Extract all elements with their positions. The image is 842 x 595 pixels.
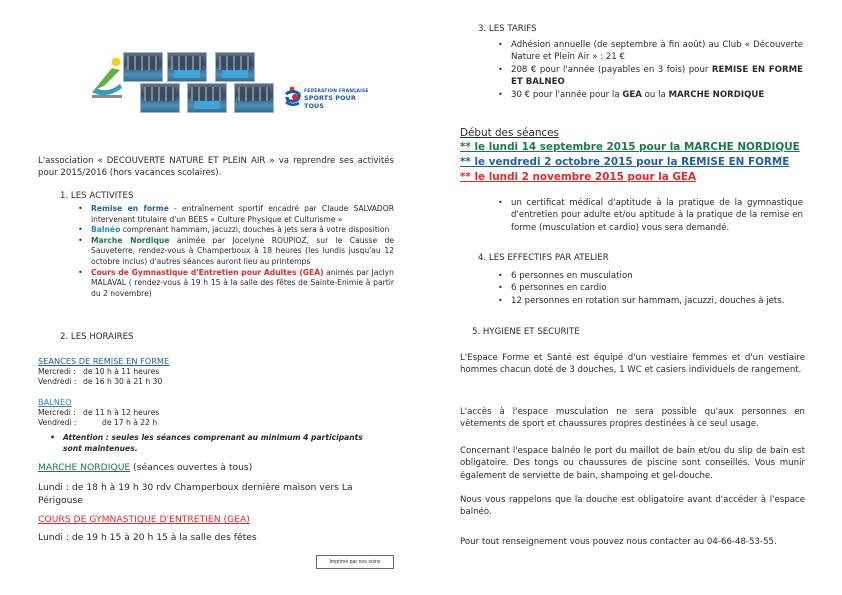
gym-photo bbox=[140, 83, 180, 113]
schedule-row bbox=[38, 367, 338, 378]
tarifs-list bbox=[511, 39, 803, 101]
activite-desc: - entraînement sportif encadré par Claude SALVADOR intervenant titulaire d'un BEES « Culture Physique et Culturisme » bbox=[91, 204, 395, 224]
activite-name: Cours de Gymnastique d'Entretien pour Adultes (GEA) bbox=[91, 267, 324, 277]
schedule-marche bbox=[38, 461, 398, 474]
activite-name: Remise en forme bbox=[91, 204, 169, 213]
schedule-heading: MARCHE NORDIQUE bbox=[38, 462, 131, 473]
debut-line-gea: ** le lundi 2 novembre 2015 pour la GEA bbox=[460, 171, 697, 183]
section-title-horaires: 2. LES HORAIRES bbox=[60, 332, 134, 342]
gea-schedule-text: Lundi : de 19 h 15 à 20 h 15 à la salle des fêtes bbox=[38, 532, 257, 543]
marche-schedule-text: Lundi : de 18 h à 19 h 30 rdv Champerboux dernière maison vers La Périgouse bbox=[38, 482, 353, 507]
schedule-heading: SEANCES DE REMISE EN FORME bbox=[38, 356, 170, 366]
attention-note: • Attention : seules les séances comprenant au minimum 4 participants sont maintenues. bbox=[63, 433, 383, 454]
activite-desc: animés par Jaclyn MALAVAL ( rendez-vous à 19 h 15 à la salle des fêtes de Sainte-Enimie à partir du 2 novembre) bbox=[91, 267, 394, 298]
tarif-text: ou la bbox=[641, 89, 669, 100]
schedule-time: de 16 h 30 à 21 h 30 bbox=[83, 377, 163, 387]
gym-photo bbox=[123, 52, 163, 82]
printed-stamp: Imprimé par nos soins bbox=[316, 555, 394, 569]
activite-item bbox=[91, 225, 394, 236]
tarif-highlight: MARCHE NORDIQUE bbox=[668, 89, 765, 100]
debut-title: Début des séances bbox=[460, 127, 559, 139]
schedule-row bbox=[38, 418, 338, 429]
schedule-time: de 10 h à 11 heures bbox=[83, 366, 160, 376]
certificat-list bbox=[511, 197, 803, 234]
effectif-item: • 6 personnes en cardio bbox=[511, 282, 811, 294]
activites-list bbox=[91, 204, 394, 299]
gym-photo bbox=[187, 83, 227, 113]
section-title-tarifs: 3. LES TARIFS bbox=[478, 24, 537, 34]
activite-item bbox=[91, 204, 394, 225]
federation-emblem-icon bbox=[284, 86, 302, 108]
section-title-hygiene: 5. HYGIENE ET SECURITE bbox=[472, 327, 580, 337]
club-logo bbox=[90, 56, 126, 102]
tarif-item: • Adhésion annuelle (de septembre à fin août) au Club « Découverte Nature et Plein Air » : 21 € bbox=[511, 39, 803, 64]
effectif-item: • 12 personnes en rotation sur hammam, jacuzzi, douches à jets. bbox=[511, 295, 811, 307]
federation-line1: FÉDÉRATION FRANÇAISE bbox=[304, 89, 369, 94]
tarif-highlight: REMISE EN FORME ET BALNEO bbox=[511, 64, 804, 88]
schedule-remise bbox=[38, 356, 338, 388]
gym-photo bbox=[234, 83, 274, 113]
activite-desc: comprenant hammam, jacuzzi, douches à jets sera à votre disposition bbox=[120, 225, 390, 235]
contact-text: Pour tout renseignement vous pouvez nous contacter au 04-66-48-53-55. bbox=[460, 537, 777, 547]
debut-line-marche: ** le lundi 14 septembre 2015 pour la MARCHE NORDIQUE bbox=[460, 141, 800, 153]
federation-logo bbox=[284, 86, 370, 108]
schedule-row bbox=[38, 408, 338, 419]
schedule-time: de 17 h à 22 h bbox=[102, 418, 158, 428]
hygiene-paragraph-2: L'accès à l'espace musculation ne sera possible qu'aux personnes en vêtements de sport et chaussures propres destinées à ce seul usage. bbox=[460, 407, 805, 430]
schedule-time: de 11 h à 12 heures bbox=[83, 407, 160, 417]
schedule-gea-heading: COURS DE GYMNASTIQUE D'ENTRETIEN (GEA) bbox=[38, 514, 250, 525]
tarif-text: 30 € pour l'année pour la bbox=[511, 89, 623, 100]
activite-name: Balnéo bbox=[91, 225, 121, 235]
schedule-heading-suffix: (séances ouvertes à tous) bbox=[130, 462, 253, 473]
intro-text: L'association « DECOUVERTE NATURE ET PLEIN AIR » va reprendre ses activités pour 2015/2016 (hors vacances scolaires). bbox=[38, 156, 394, 179]
schedule-balneo bbox=[38, 397, 338, 429]
activite-name: Marche Nordique bbox=[91, 235, 170, 245]
tarif-item bbox=[511, 89, 803, 101]
schedule-heading: BALNEO bbox=[38, 397, 72, 407]
federation-line2: SPORTS POUR TOUS bbox=[304, 94, 356, 110]
certificat-note: • un certificat médical d'aptitude à la pratique de la gymnastique d'entretien pour adulte et/ou aptitude à la pratique de la remise en forme (musculation et cardio) vous sera demandé. bbox=[511, 197, 803, 234]
activite-item bbox=[91, 268, 394, 300]
section-title-activites: 1. LES ACTIVITES bbox=[60, 191, 134, 201]
schedule-day: Mercredi : bbox=[38, 407, 76, 417]
debut-line-remise: ** le vendredi 2 octobre 2015 pour la REMISE EN FORME bbox=[460, 156, 790, 168]
section-title-effectifs: 4. LES EFFECTIFS PAR ATELIER bbox=[478, 253, 609, 263]
hygiene-paragraph-3: Concernant l'espace balnéo le port du maillot de bain et/ou du slip de bain est obligatoire. Des tongs ou chaussures de piscine sont conseillés. Vous munir également de serviette de bain, shampoing et gel-douche. bbox=[460, 446, 805, 481]
hygiene-paragraph-4: Nous vous rappelons que la douche est obligatoire avant d'accéder à l'espace balnéo. bbox=[460, 495, 805, 518]
activite-item bbox=[91, 236, 394, 268]
tarif-highlight: GEA bbox=[622, 89, 642, 100]
schedule-day: Mercredi : bbox=[38, 366, 76, 376]
tarif-text: 208 € pour l'année (payables en 3 fois) pour bbox=[511, 64, 712, 75]
schedule-row bbox=[38, 377, 338, 388]
gym-photo bbox=[215, 52, 255, 82]
gym-photo bbox=[167, 52, 207, 82]
effectif-item: • 6 personnes en musculation bbox=[511, 270, 811, 282]
activite-desc: animée par Jocelyne ROUPIOZ, sur le Causse de Sauveterre, rendez-vous à Champerboux à 18 heures (les lundis jusqu'au 12 octobre inclus) d'autres séances auront lieu au printemps bbox=[91, 235, 394, 266]
tarif-item bbox=[511, 64, 803, 89]
schedule-day: Vendredi : bbox=[38, 418, 77, 428]
attention-list bbox=[63, 433, 383, 454]
hygiene-paragraph-1: L'Espace Forme et Santé est équipé d'un vestiaire femmes et d'un vestiaire hommes chacun doté de 3 douches, 1 WC et casiers individuels de rangement. bbox=[460, 353, 805, 376]
schedule-day: Vendredi : bbox=[38, 377, 77, 387]
effectifs-list bbox=[511, 270, 811, 307]
